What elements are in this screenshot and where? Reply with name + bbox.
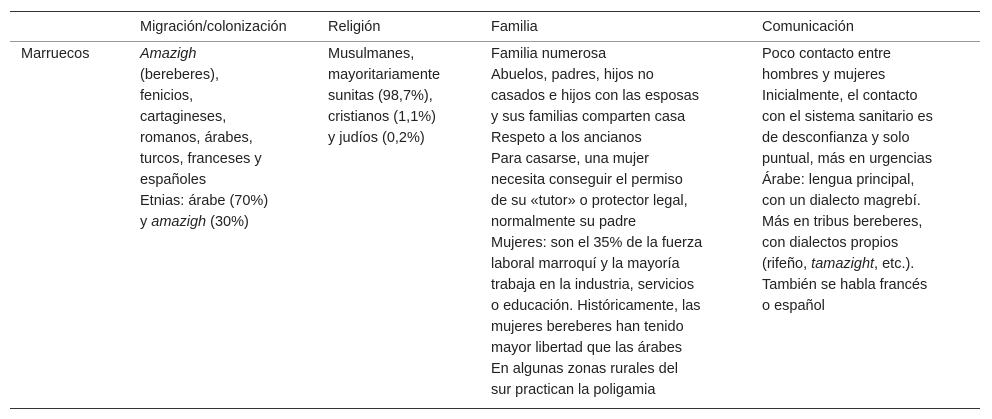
- familia-line: Para casarse, una mujer: [491, 151, 649, 167]
- familia-line: normalmente su padre: [491, 214, 637, 230]
- religion-line: y judíos (0,2%): [328, 130, 425, 146]
- familia-line: sur practican la poligamia: [491, 382, 656, 398]
- comunicacion-line: con dialectos propios: [762, 235, 899, 251]
- migracion-cell: [140, 44, 268, 233]
- comunicacion-line: Poco contacto entre: [762, 46, 891, 62]
- familia-line: mujeres bereberes han tenido: [491, 319, 684, 335]
- familia-line: mayor libertad que las árabes: [491, 340, 683, 356]
- migracion-line: Amazigh: [140, 46, 197, 62]
- familia-line: Familia numerosa: [491, 46, 607, 62]
- comunicacion-line: Más en tribus bereberes,: [762, 214, 923, 230]
- familia-line: En algunas zonas rurales del: [491, 361, 679, 377]
- header-familia: Familia: [491, 19, 538, 35]
- comunicacion-line: o español: [762, 298, 825, 314]
- familia-line: Respeto a los ancianos: [491, 130, 642, 146]
- migracion-line: españoles: [140, 172, 207, 188]
- comunicacion-line: (rifeño, tamazight, etc.).: [762, 256, 915, 272]
- religion-line: Musulmanes,: [328, 46, 415, 62]
- comunicacion-line: con el sistema sanitario es: [762, 109, 933, 125]
- migracion-line: (bereberes),: [140, 67, 219, 83]
- religion-line: cristianos (1,1%): [328, 109, 436, 125]
- migracion-line: cartagineses,: [140, 109, 227, 125]
- familia-cell: [491, 44, 702, 401]
- header-divider: [10, 41, 980, 42]
- familia-line: Abuelos, padres, hijos no: [491, 67, 654, 83]
- country-cell: Marruecos: [21, 46, 90, 62]
- familia-line: de su «tutor» o protector legal,: [491, 193, 688, 209]
- religion-cell: [328, 44, 440, 149]
- familia-line: y sus familias comparten casa: [491, 109, 686, 125]
- migracion-line: Etnias: árabe (70%): [140, 193, 269, 209]
- comunicacion-line: de desconfianza y solo: [762, 130, 910, 146]
- migracion-line: romanos, árabes,: [140, 130, 253, 146]
- migracion-line: turcos, franceses y: [140, 151, 262, 167]
- familia-line: laboral marroquí y la mayoría: [491, 256, 680, 272]
- header-migracion: Migración/colonización: [140, 19, 287, 35]
- familia-line: trabaja en la industria, servicios: [491, 277, 695, 293]
- migracion-line: fenicios,: [140, 88, 194, 104]
- comunicacion-cell: [762, 44, 933, 317]
- header-comunicacion: Comunicación: [762, 19, 854, 35]
- comunicacion-line: puntual, más en urgencias: [762, 151, 933, 167]
- familia-line: casados e hijos con las esposas: [491, 88, 699, 104]
- comunicacion-line: hombres y mujeres: [762, 67, 886, 83]
- religion-line: sunitas (98,7%),: [328, 88, 433, 104]
- religion-line: mayoritariamente: [328, 67, 441, 83]
- familia-line: necesita conseguir el permiso: [491, 172, 683, 188]
- header-religion: Religión: [328, 19, 381, 35]
- comunicacion-line: Inicialmente, el contacto: [762, 88, 918, 104]
- comunicacion-line: También se habla francés: [762, 277, 928, 293]
- migracion-line: y amazigh (30%): [140, 214, 249, 230]
- comunicacion-line: con un dialecto magrebí.: [762, 193, 921, 209]
- familia-line: Mujeres: son el 35% de la fuerza: [491, 235, 703, 251]
- comunicacion-line: Árabe: lengua principal,: [762, 172, 915, 188]
- familia-line: o educación. Históricamente, las: [491, 298, 701, 314]
